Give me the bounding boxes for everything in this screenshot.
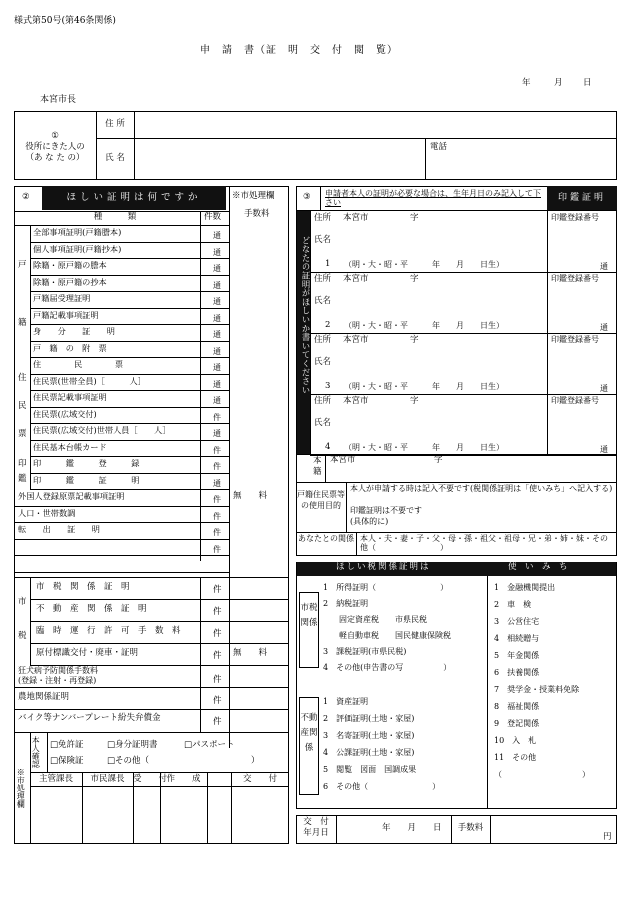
staff-col-label: 作 成 — [166, 774, 201, 784]
shizei-item[interactable]: 1 所得証明（ ） — [323, 583, 449, 592]
applicant-caption-2: （あ な た の） — [25, 153, 85, 163]
person-number: 3 — [325, 381, 331, 391]
yen-unit: 円 — [603, 832, 612, 842]
certificate-label: 住 民 票 — [33, 359, 124, 369]
count-unit: 通 — [213, 297, 221, 306]
id-option-insurance[interactable]: □保険証 — [50, 756, 84, 766]
person-aza: 字 — [410, 396, 419, 406]
fudosan-item[interactable]: 5 閲覧 図面 国調成果 — [323, 765, 417, 774]
fee-column-label: 手数料 — [244, 209, 270, 219]
use-item[interactable]: 9 登記関係 — [494, 719, 540, 728]
honseki-field[interactable] — [330, 467, 615, 481]
person-city: 本宮市 — [343, 213, 369, 223]
kind-column-label: 種 類 — [93, 212, 137, 222]
use-item[interactable]: （ ） — [494, 770, 590, 779]
use-item[interactable]: 6 扶養関係 — [494, 668, 540, 677]
group-inkan-2: 鑑 — [18, 474, 27, 484]
fudosan-item[interactable]: 3 名寄証明(土地・家屋) — [323, 731, 415, 740]
shizei-item[interactable]: 軽自動車税 国民健康保険税 — [323, 631, 451, 640]
section-2-header: ほしい証明は何ですか — [42, 186, 226, 210]
use-header: 使 い み ち — [508, 562, 568, 572]
certificate-label: 印 鑑 証 明 — [33, 474, 140, 485]
use-item[interactable]: 1 金融機関提出 — [494, 583, 556, 592]
purpose-label: 戸籍住民票等の使用目的 — [297, 490, 345, 510]
group-koseki-1: 戸 — [18, 260, 27, 270]
fudosan-item[interactable]: 4 公課証明(土地・家屋) — [323, 748, 415, 757]
seal-unit: 通 — [600, 262, 608, 271]
certificate-label: 住民票(世帯全員)［ 人］ — [33, 375, 146, 386]
seal-unit: 通 — [600, 384, 608, 393]
tax-unit: 件 — [213, 607, 222, 617]
applicant-caption: 役所にきた人の — [25, 142, 85, 152]
tax-label: 臨 時 運 行 許 可 手 数 料 — [36, 626, 181, 636]
person-name-label: 氏名 — [314, 296, 332, 306]
count-unit: 通 — [213, 478, 221, 488]
use-item[interactable]: 8 福祉関係 — [494, 702, 540, 711]
person-birth: （明・大・昭・平 年 月 日生） — [344, 382, 504, 391]
office-side-label: ※市処理欄 — [16, 768, 26, 808]
seal-number-label: 印鑑登録番号 — [551, 213, 599, 222]
farmland-cert: 農地関係証明 — [18, 692, 70, 702]
fudosan-item[interactable]: 6 その他（ ） — [323, 782, 441, 791]
section-3-number: ③ — [303, 192, 311, 202]
use-item[interactable]: 4 相続贈与 — [494, 634, 540, 643]
date-year: 年 — [522, 78, 531, 88]
group-tax-2: 税 — [18, 631, 27, 641]
person-number: 2 — [325, 320, 331, 330]
delivery-label-2: 年月日 — [303, 828, 329, 838]
count-unit: 件 — [213, 511, 221, 521]
honseki-city: 本宮市 — [330, 455, 356, 465]
person-name-label: 氏名 — [314, 357, 332, 367]
person-aza: 字 — [410, 213, 419, 223]
use-item[interactable]: 5 年金関係 — [494, 651, 540, 660]
group-tax-1: 市 — [18, 597, 27, 607]
group-juumin-2: 民 — [18, 401, 27, 411]
form-number: 様式第50号(第46条関係) — [14, 16, 116, 26]
use-item[interactable]: 2 車 検 — [494, 600, 532, 609]
certificate-label: 住民基本台帳カード — [33, 441, 107, 452]
seal-unit: 通 — [600, 445, 608, 454]
relation-options[interactable]: 本人・夫・妻・子・父・母・孫・祖父・祖母・兄・弟・姉・妹・その他（ ） — [360, 534, 608, 553]
count-unit: 通 — [213, 313, 221, 323]
person-birth: （明・大・昭・平 年 月 日生） — [344, 321, 504, 330]
person-address-label: 住所 — [314, 335, 332, 345]
person-aza: 字 — [410, 335, 419, 345]
id-option-license[interactable]: □免許証 — [50, 740, 84, 750]
certificate-label: 戸 籍 の 附 票 — [33, 342, 107, 353]
count-unit: 通 — [213, 280, 221, 290]
section-3-vertical-caption: どなたの証明がほしいか書いてください — [301, 236, 311, 395]
id-option-other[interactable]: □その他（ ） — [107, 756, 260, 766]
count-unit: 通 — [213, 264, 221, 273]
seal-number-label: 印鑑登録番号 — [551, 274, 599, 283]
tax-unit: 件 — [213, 629, 222, 639]
count-unit: 通 — [213, 330, 221, 339]
shizei-item[interactable]: 4 その他(申告書の写 ） — [323, 663, 452, 672]
person-city: 本宮市 — [343, 335, 369, 345]
tax-unit: 件 — [213, 675, 222, 685]
person-birth: （明・大・昭・平 年 月 日生） — [344, 443, 504, 452]
count-unit: 通 — [213, 396, 221, 405]
count-column-label: 件数 — [204, 212, 222, 222]
person-address-label: 住所 — [314, 396, 332, 406]
group-juumin-3: 票 — [18, 429, 27, 439]
tax-label: 不 動 産 関 係 証 明 — [36, 604, 147, 614]
person-address-label: 住所 — [314, 213, 332, 223]
count-unit: 件 — [213, 544, 221, 554]
certificate-label: 外国人登録原票記載事項証明 — [18, 491, 125, 501]
tax-unit: 件 — [213, 696, 222, 706]
date-day: 日 — [583, 78, 592, 88]
use-item[interactable]: 7 奨学金・授業料免除 — [494, 685, 580, 694]
staff-col-label: 受 付 — [133, 774, 168, 784]
certificate-label: 全部事項証明(戸籍謄本) — [33, 227, 122, 237]
certificate-label: 除籍・原戸籍の抄本 — [33, 276, 107, 287]
group-juumin-1: 住 — [18, 373, 27, 383]
seal-number-label: 印鑑登録番号 — [551, 335, 599, 344]
use-item[interactable]: 10 入 札 — [494, 736, 537, 745]
person-number: 4 — [325, 442, 331, 452]
staff-col-label: 交 付 — [242, 774, 277, 784]
group-koseki-2: 籍 — [18, 318, 27, 328]
count-unit: 通 — [213, 346, 221, 356]
certificate-label: 戸籍届受理証明 — [33, 293, 91, 303]
purpose-seal-note: 印鑑証明は不要です — [350, 506, 422, 515]
purpose-note: 本人が申請する時は記入不要です(税関係証明は「使いみち」へ記入する) — [350, 484, 613, 493]
certificate-label: 戸籍記載事項証明 — [33, 309, 99, 320]
relation-label: あなたとの関係 — [298, 534, 354, 543]
date-month: 月 — [554, 78, 563, 88]
certificate-row[interactable] — [15, 555, 229, 572]
person-name-label: 氏名 — [314, 235, 332, 245]
count-unit: 通 — [213, 231, 221, 240]
purpose-specific: (具体的に) — [350, 517, 389, 526]
tax-label: 市 税 関 係 証 明 — [36, 582, 130, 592]
plate-loss-fee: バイク等ナンバープレート紛失弁償金 — [18, 713, 161, 723]
seal-header: 印鑑証明 — [547, 186, 617, 210]
certificate-label: 除籍・原戸籍の謄本 — [33, 260, 107, 270]
count-unit: 通 — [213, 247, 221, 257]
tax-unit: 件 — [213, 585, 222, 595]
tax-header: ほしい税関係証明は — [336, 562, 431, 572]
tax-unit: 件 — [213, 651, 222, 661]
fudosan-item[interactable]: 1 資産証明 — [323, 697, 369, 706]
rabies-fee-detail: (登録・注射・再登録) — [18, 676, 97, 685]
phone-label: 電話 — [430, 142, 448, 152]
free-label: 無 料 — [233, 491, 268, 501]
shizei-item[interactable]: 固定資産税 市県民税 — [323, 615, 427, 624]
certificate-label: 人口・世帯数調 — [18, 507, 76, 518]
applicant-number: ① — [51, 131, 59, 141]
staff-col-label: 市民課長 — [90, 774, 125, 784]
section-2-number: ② — [22, 192, 30, 202]
use-item[interactable]: 11 その他 — [494, 753, 537, 762]
address-label: 住 所 — [105, 119, 125, 129]
person-aza: 字 — [410, 274, 419, 284]
certificate-label: 住民票(広域交付) — [33, 408, 97, 419]
certificate-label: 個人事項証明(戸籍抄本) — [33, 243, 122, 254]
tax-free-label: 無 料 — [233, 648, 268, 658]
seal-unit: 通 — [600, 323, 608, 332]
office-column-label: ※市処理欄 — [232, 191, 275, 201]
shizei-group: 市税関係 — [300, 603, 318, 628]
person-city: 本宮市 — [343, 396, 369, 406]
shizei-item[interactable]: 2 納税証明 — [323, 599, 369, 608]
name-label: 氏 名 — [105, 153, 125, 163]
fudosan-group: 不動産関係 — [300, 713, 318, 753]
person-name-label: 氏名 — [314, 418, 332, 428]
id-option-passport[interactable]: □パスポート — [184, 740, 235, 750]
use-item[interactable]: 3 公営住宅 — [494, 617, 540, 626]
person-birth: （明・大・昭・平 年 月 日生） — [344, 260, 504, 269]
section-3-instruction: 申請者本人の証明が必要な場合は、生年月日のみ記入して下さい — [325, 189, 541, 208]
count-unit: 件 — [213, 495, 221, 504]
certificate-label: 印 鑑 登 録 — [33, 458, 140, 468]
id-option-id-card[interactable]: □身分証明書 — [107, 740, 158, 750]
delivery-label: 交 付 — [303, 817, 329, 827]
count-unit: 通 — [213, 363, 221, 372]
phone-field[interactable] — [455, 140, 615, 178]
seal-number-label: 印鑑登録番号 — [551, 396, 599, 405]
page-title: 申 請 書（証 明 交 付 閲 覧） — [200, 45, 398, 56]
fudosan-item[interactable]: 2 評価証明(土地・家屋) — [323, 714, 415, 723]
rabies-fee: 狂犬病予防関係手数料 — [18, 666, 98, 675]
count-unit: 件 — [213, 462, 221, 471]
shizei-item[interactable]: 3 課税証明(市県民税) — [323, 647, 407, 656]
certificate-label: 住民票記載事項証明 — [33, 392, 107, 402]
address-field[interactable] — [136, 113, 614, 136]
addressee: 本宮市長 — [40, 95, 77, 105]
certificate-label: 住民票(広域交付)世帯人員［ 人］ — [33, 425, 171, 435]
tax-label: 原付標識交付・廃車・証明 — [36, 648, 139, 658]
name-field[interactable] — [136, 140, 422, 178]
fee-label: 手数料 — [457, 823, 484, 833]
group-inkan-1: 印 — [18, 459, 27, 469]
id-check-label: 本人確認 — [31, 736, 41, 768]
certificate-label: 身 分 証 明 — [33, 326, 115, 336]
person-city: 本宮市 — [343, 274, 369, 284]
staff-col-label: 主管課長 — [38, 774, 73, 784]
delivery-date[interactable]: 年 月 日 — [382, 823, 442, 833]
count-unit: 件 — [213, 412, 221, 422]
certificate-label: 転 出 証 明 — [18, 524, 100, 534]
honseki-aza: 字 — [434, 455, 443, 465]
honseki-label: 籍 — [313, 467, 322, 477]
tax-unit: 件 — [213, 717, 222, 727]
person-address-label: 住所 — [314, 274, 332, 284]
count-unit: 通 — [213, 429, 221, 438]
count-unit: 件 — [213, 528, 221, 537]
certificate-row[interactable] — [15, 539, 229, 556]
count-unit: 通 — [213, 379, 221, 389]
person-number: 1 — [325, 259, 331, 269]
count-unit: 件 — [213, 445, 221, 455]
